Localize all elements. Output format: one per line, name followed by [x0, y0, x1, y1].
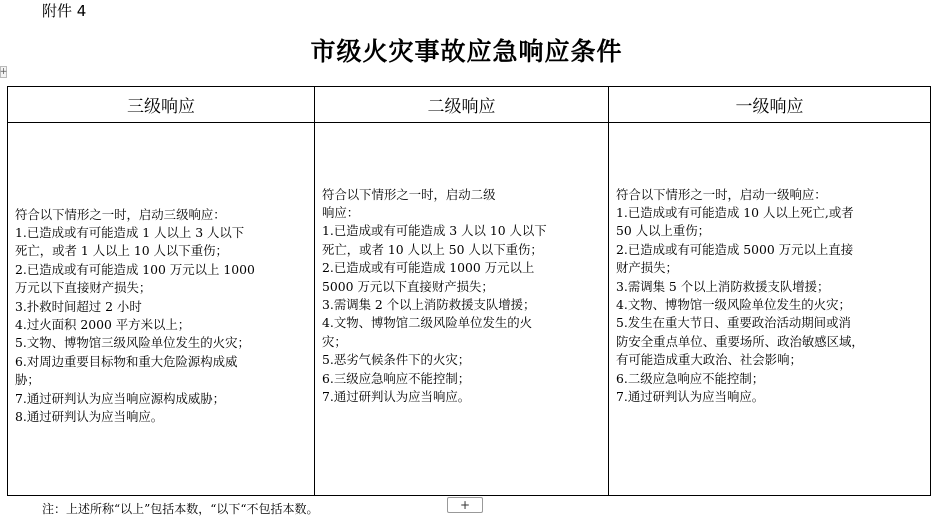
condition-line: 有可能造成重大政治、社会影响；: [616, 352, 802, 368]
condition-line: 1.已造成或有可能造成 1 人以上 3 人以下: [15, 224, 245, 240]
condition-line: 7.通过研判认为应当响应源构成威胁；: [15, 390, 226, 406]
condition-line: 1.已造成或有可能造成 3 人以 10 人以下: [322, 223, 547, 239]
condition-line: 6.二级应急响应不能控制；: [616, 370, 765, 386]
condition-line: 防安全重点单位、重要场所、政治敏感区域，: [616, 333, 864, 349]
condition-line: 4.文物、博物馆二级风险单位发生的火: [322, 315, 533, 331]
condition-line: 符合以下情形之一时，启动三级响应：: [15, 206, 226, 222]
condition-line: 3.扑救时间超过 2 小时: [15, 298, 142, 314]
condition-line: 3.需调集 5 个以上消防救援支队增援；: [616, 278, 830, 294]
condition-line: 灾；: [322, 333, 347, 349]
condition-line: 2.已造成或有可能造成 100 万元以上 1000: [15, 261, 255, 277]
column-header: 一级响应: [609, 87, 930, 123]
condition-line: 50 人以上重伤；: [616, 223, 711, 239]
condition-line: 2.已造成或有可能造成 1000 万元以上: [322, 260, 535, 276]
condition-line: 5000 万元以下直接财产损失；: [322, 278, 494, 294]
column-content: [609, 123, 930, 495]
condition-line: 4.文物、博物馆一级风险单位发生的火灾；: [616, 297, 851, 312]
condition-line: 1.已造成或有可能造成 10 人以上死亡,或者: [616, 204, 854, 220]
condition-line: 6.三级应急响应不能控制；: [322, 370, 471, 386]
attachment-label: 附件 4: [42, 2, 87, 20]
condition-line: 2.已造成或有可能造成 5000 万元以上直接: [616, 241, 854, 257]
column-level-2: [314, 87, 608, 495]
condition-line: 符合以下情形之一时，启动一级响应：: [616, 186, 827, 202]
condition-line: 死亡，或者 10 人以上 50 人以下重伤；: [322, 241, 543, 257]
column-header: 三级响应: [8, 87, 314, 123]
response-conditions-table: [7, 86, 931, 496]
condition-line: 3.需调集 2 个以上消防救援支队增援；: [322, 297, 536, 312]
column-header: 二级响应: [315, 87, 608, 123]
column-level-3: [8, 87, 314, 495]
condition-line: 7.通过研判认为应当响应。: [616, 389, 765, 405]
condition-line: 财产损失；: [616, 260, 678, 276]
condition-line: 5.发生在重大节日、重要政治活动期间或消: [616, 315, 851, 331]
margin-marker-icon: +: [0, 67, 8, 77]
condition-line: 4.过火面积 2000 平方米以上；: [15, 317, 191, 332]
condition-line: 胁；: [15, 372, 40, 388]
condition-line: 8.通过研判认为应当响应。: [15, 409, 164, 425]
condition-line: 符合以下情形之一时，启动二级: [322, 186, 496, 202]
condition-line: 死亡，或者 1 人以上 10 人以下重伤；: [15, 243, 228, 259]
condition-line: 响应：: [322, 204, 360, 220]
condition-line: 6.对周边重要目标物和重大危险源构成威: [15, 353, 238, 369]
column-content: [315, 123, 608, 495]
footnote: 注：上述所称“以上”包括本数，“以下“不包括本数。: [42, 502, 319, 516]
condition-line: 5.文物、博物馆三级风险单位发生的火灾；: [15, 335, 250, 351]
column-level-1: [608, 87, 930, 495]
add-row-button[interactable]: +: [447, 497, 483, 513]
column-content: [8, 123, 314, 495]
condition-line: 7.通过研判认为应当响应。: [322, 389, 471, 405]
condition-line: 万元以下直接财产损失；: [15, 280, 152, 296]
condition-line: 5.恶劣气候条件下的火灾；: [322, 352, 471, 368]
page-title: 市级火灾事故应急响应条件: [310, 37, 623, 66]
